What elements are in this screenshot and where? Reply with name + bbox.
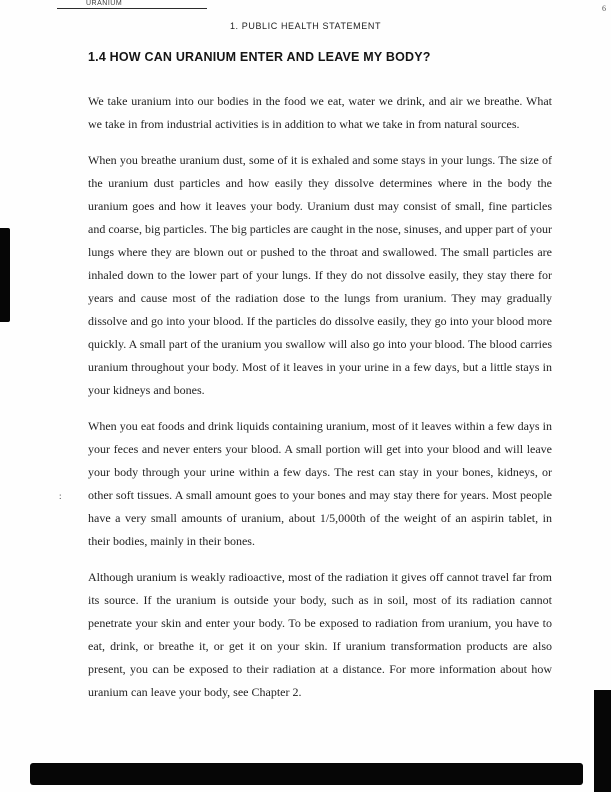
paragraph-radioactivity: Although uranium is weakly radioactive, most of the radiation it gives off cannot travel far from its source. If the uranium is outside your body, such as in soil, most of its radiation cannot penetrate your skin and enter your body. To be exposed to radiation from uranium, you have to eat, drink, or breathe it, or get it on your skin. If uranium transformation products are also present, you can be exposed to their radiation at a distance. For more information about how uranium can leave your body, see Chapter 2.	[88, 570, 552, 699]
body-text	[88, 90, 552, 717]
section-heading: 1.4 HOW CAN URANIUM ENTER AND LEAVE MY BODY?	[88, 50, 431, 64]
running-header-text: URANIUM	[86, 0, 123, 7]
paragraph-food-and-drink: When you eat foods and drink liquids containing uranium, most of it leaves within a few days in your feces and never enters your blood. A small portion will get into your blood and will leave your body through your urine within a few days. The rest can stay in your bones, kidneys, or other soft tissues. A small amount goes to your bones and may stay there for years. Most people have a very small amounts of uranium, about 1/5,000th of the weight of an aspirin tablet, in their bodies, mainly in their bones.	[88, 419, 552, 548]
running-header-rule	[57, 8, 207, 9]
paragraph-breathing-dust: When you breathe uranium dust, some of it is exhaled and some stays in your lungs. The size of the uranium dust particles and how easily they dissolve determines where in the body the uranium goes and how it leaves your body. Uranium dust may consist of small, fine particles and coarse, big particles. The big particles are caught in the nose, sinuses, and upper part of your lungs where they are blown out or pushed to the throat and swallowed. The small particles are inhaled down to the lower part of your lungs. If they do not dissolve easily, they stay there for years and cause most of the radiation dose to the lungs from uranium. They may gradually dissolve and go into your blood. If the particles do dissolve easily, they go into your blood more quickly. A small part of the uranium you swallow will also go into your blood. The blood carries uranium throughout your body. Most of it leaves in your urine in a few days, but a little stays in your kidneys and bones.	[88, 153, 552, 397]
chapter-header: 1. PUBLIC HEALTH STATEMENT	[229, 21, 382, 31]
scan-artifact-left-bar	[0, 228, 10, 322]
page-number: 6	[602, 4, 606, 13]
scan-speck: :	[59, 491, 62, 501]
scan-artifact-bottom-bar	[30, 763, 583, 785]
paragraph-intake-overview: We take uranium into our bodies in the food we eat, water we drink, and air we breathe. What we take in from industrial activities is in addition to what we take in from natural sources.	[88, 94, 552, 131]
scan-artifact-right-bar	[594, 690, 611, 792]
